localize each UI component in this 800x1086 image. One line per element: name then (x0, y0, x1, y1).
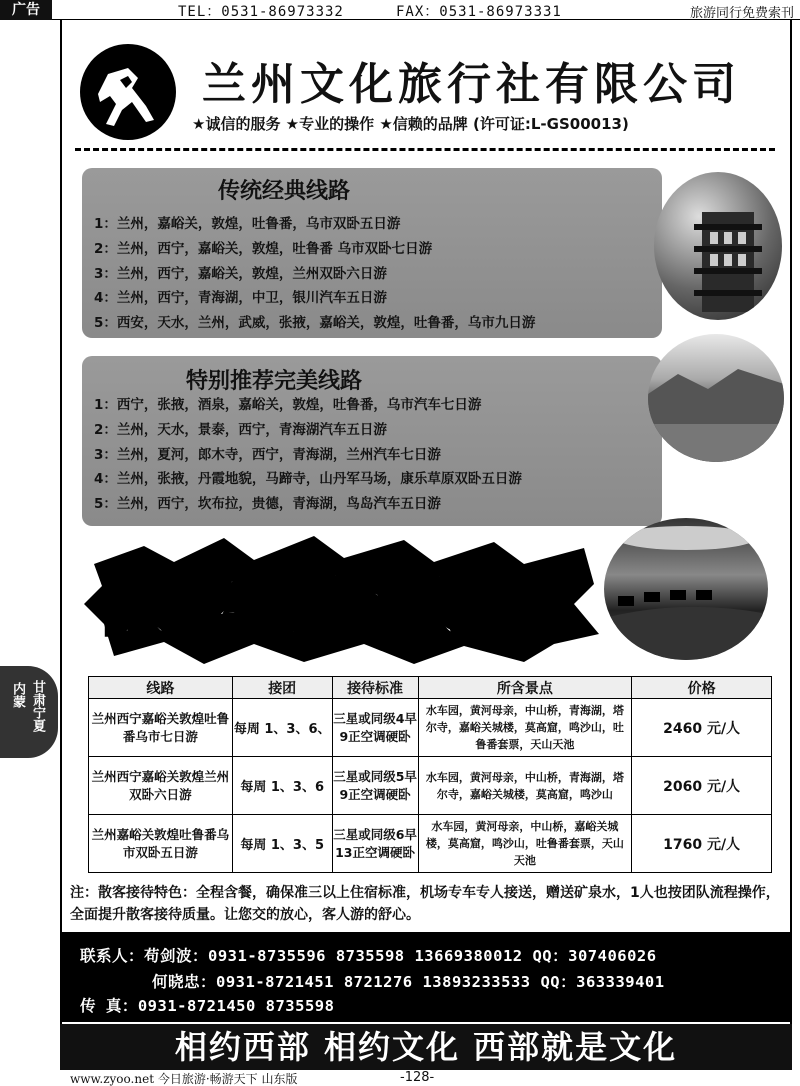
service-note: 注：散客接待特色：全程含餐，确保准三以上住宿标准，机场专车专人接送，赠送矿泉水，1人也按团队流程操作，全面提升散客接待质量。让您交的放心，客人游的舒心。 (70, 885, 780, 923)
route-cell: 兰州嘉峪关敦煌吐鲁番乌市双卧五日游 (89, 815, 233, 873)
temple-photo (654, 172, 782, 320)
standard-cell: 三星或同级4早9正空调硬卧 (332, 699, 418, 757)
route-cell: 兰州西宁嘉峪关敦煌兰州双卧六日游 (89, 757, 233, 815)
list-item: 1：兰州，嘉峪关，敦煌，吐鲁番，乌市双卧五日游 (94, 216, 401, 232)
list-item: 4：兰州，西宁，青海湖，中卫，银川汽车五日游 (94, 290, 387, 307)
schedule-cell: 每周 1、3、6 (232, 757, 332, 815)
list-item: 3：兰州，西宁，嘉峪关，敦煌，兰州双卧六日游 (94, 265, 387, 282)
bottom-slogan: 相约西部 相约文化 西部就是文化 (60, 1024, 792, 1070)
top-bar (0, 0, 800, 20)
company-name: 兰州文化旅行社有限公司 (202, 59, 741, 110)
list-item: 3：兰州，夏河，郎木寺，西宁，青海湖，兰州汽车七日游 (94, 446, 441, 463)
list-item: 5：兰州，西宁，坎布拉，贵德，青海湖，鸟岛汽车五日游 (94, 496, 441, 513)
desert-camel-photo (604, 518, 768, 660)
phone-number: TEL：0531-86973332 (178, 4, 344, 20)
price-cell: 1760 元/人 (632, 815, 772, 873)
classic-routes-title: 传统经典线路 (218, 179, 351, 204)
company-logo (80, 44, 176, 140)
table-row (89, 757, 772, 815)
contact-line-2: 何晓忠：0931-8721451 8721276 13893233533 QQ：363339401 (152, 973, 665, 991)
schedule-cell: 每周 1、3、5 (232, 815, 332, 873)
side-tab-region-b: 内蒙 (10, 682, 25, 708)
publication-note: 旅游同行免费索刊 (689, 6, 794, 21)
ad-tag: 广告 (0, 0, 52, 20)
column-header-sights: 所含景点 (418, 677, 632, 699)
fax-line: 传 真：0931-8721450 8735598 (80, 997, 335, 1015)
list-item: 5：西安，天水，兰州，武威，张掖，嘉峪关，敦煌，吐鲁番，乌市九日游 (94, 315, 536, 332)
column-header-price: 价格 (632, 677, 772, 699)
sights-cell: 水车园，黄河母亲，中山桥，青海湖，塔尔寺，嘉峪关城楼，莫高窟，鸣沙山，吐鲁番套票，天山天池 (418, 699, 632, 757)
classic-routes-list (94, 212, 535, 336)
company-slogan: ★诚信的服务 ★专业的操作 ★信赖的品牌 (许可证:L-GS00013) (192, 115, 629, 133)
schedule-cell: 每周 1、3、6、 (232, 699, 332, 757)
promo-headline: 散客特价风暴 (100, 567, 533, 646)
footer-site: www.zyoo.net 今日旅游·畅游天下 山东版 (70, 1072, 298, 1086)
list-item: 4：兰州，张掖，丹霞地貌，马蹄寺，山丹军马场，康乐草原双卧五日游 (94, 471, 522, 488)
standard-cell: 三星或同级6早13正空调硬卧 (332, 815, 418, 873)
page-number: -128- (400, 1070, 435, 1085)
price-table (88, 676, 772, 873)
table-header-row (89, 677, 772, 699)
route-cell: 兰州西宁嘉峪关敦煌吐鲁番乌市七日游 (89, 699, 233, 757)
region-side-tab (0, 666, 58, 758)
price-cell: 2460 元/人 (632, 699, 772, 757)
dashed-divider (75, 148, 775, 151)
standard-cell: 三星或同级5早9正空调硬卧 (332, 757, 418, 815)
sights-cell: 水车园，黄河母亲，中山桥，青海湖，塔尔寺，嘉峪关城楼，莫高窟，鸣沙山 (418, 757, 632, 815)
table-row (89, 815, 772, 873)
fax-number: FAX：0531-86973331 (396, 4, 562, 20)
list-item: 1：西宁，张掖，酒泉，嘉峪关，敦煌，吐鲁番，乌市汽车七日游 (94, 397, 482, 413)
column-header-schedule: 接团 (232, 677, 332, 699)
column-header-standard: 接待标准 (332, 677, 418, 699)
table-row (89, 699, 772, 757)
price-cell: 2060 元/人 (632, 757, 772, 815)
column-header-route: 线路 (89, 677, 233, 699)
lake-mountain-photo (648, 334, 784, 462)
contact-line-1: 联系人：苟剑波：0931-8735596 8735598 13669380012 QQ：307406026 (80, 947, 657, 965)
recommended-routes-title: 特别推荐完美线路 (186, 369, 363, 394)
recommended-routes-list (94, 393, 522, 517)
list-item: 2：兰州，西宁，嘉峪关，敦煌，吐鲁番 乌市双卧七日游 (94, 240, 433, 257)
side-tab-region-a: 甘肃宁夏 (30, 680, 45, 732)
contact-block (60, 932, 792, 1022)
sights-cell: 水车园，黄河母亲，中山桥，嘉峪关城楼，莫高窟，鸣沙山，吐鲁番套票，天山天池 (418, 815, 632, 873)
list-item: 2：兰州，天水，景泰，西宁，青海湖汽车五日游 (94, 421, 387, 438)
